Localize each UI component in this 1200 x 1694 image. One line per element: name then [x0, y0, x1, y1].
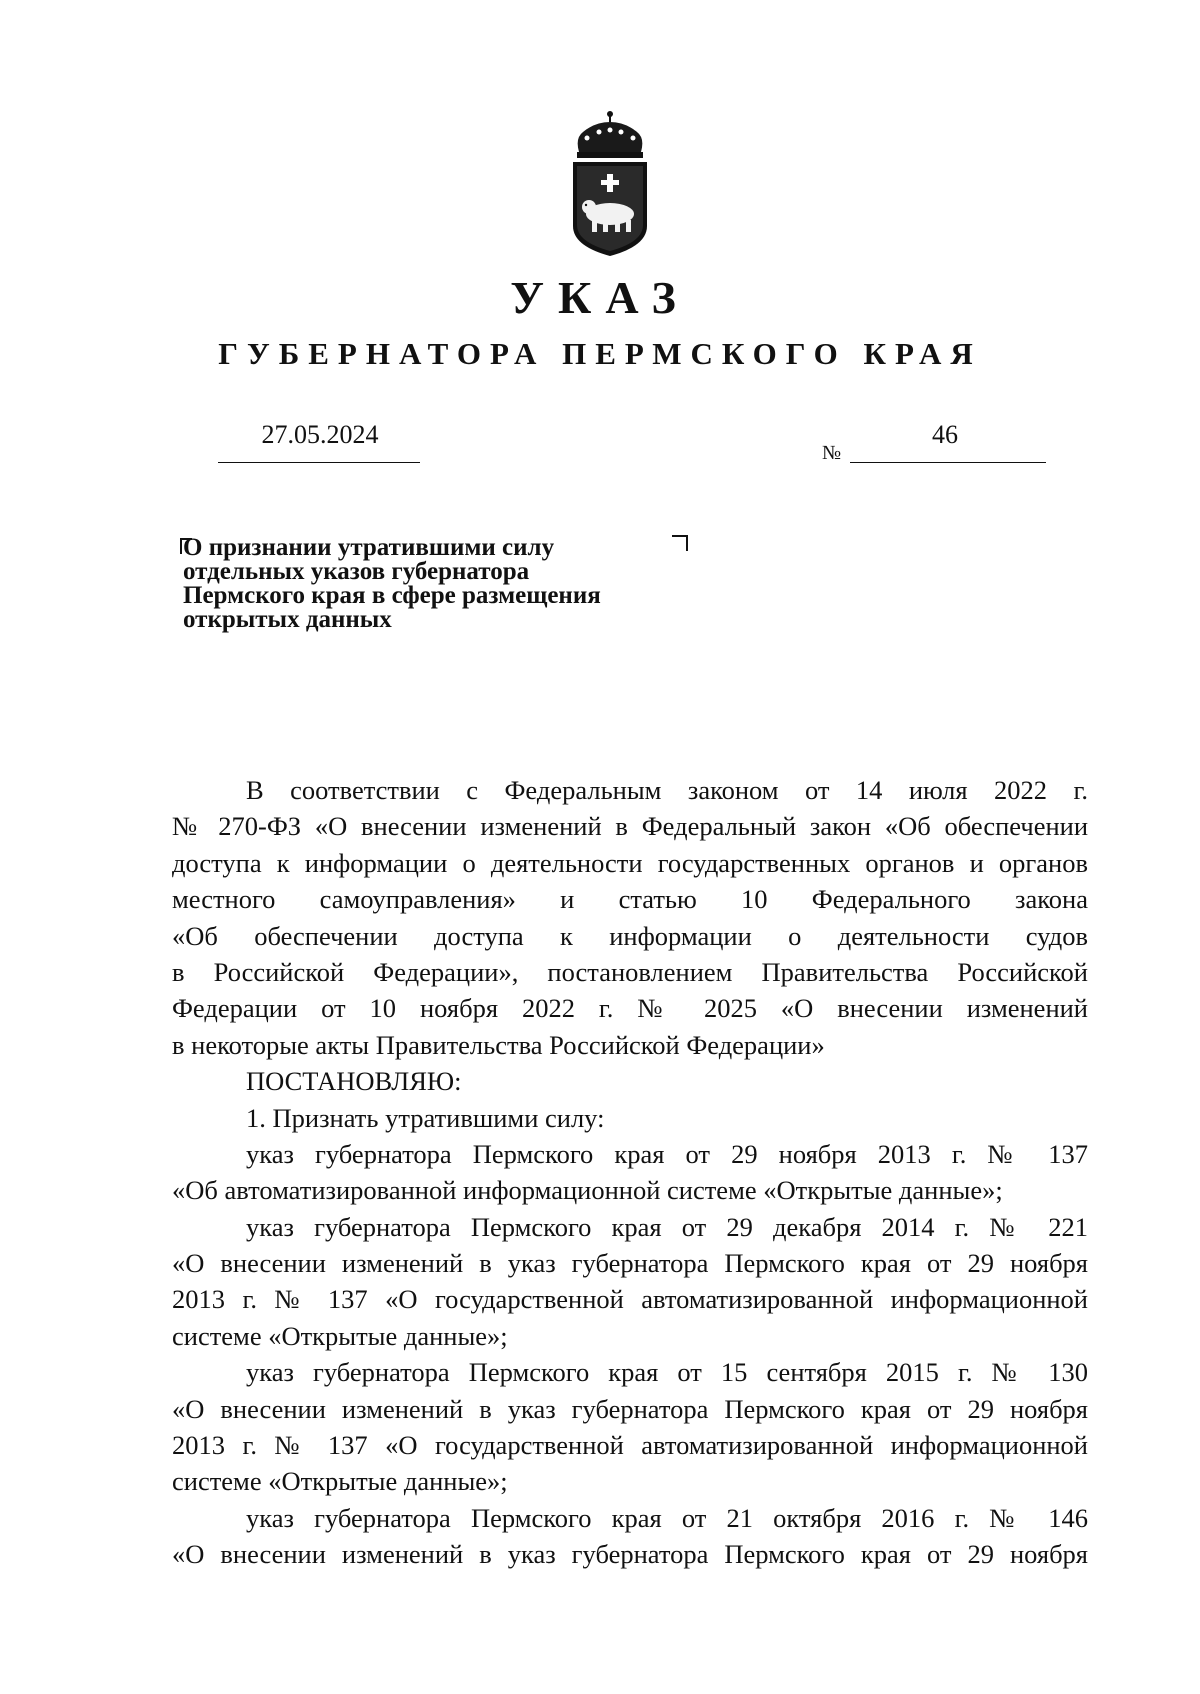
number-sign: № [822, 442, 842, 464]
body-line: указ губернатора Пермского края от 29 декабря 2014 г. № 221 [246, 1211, 1088, 1242]
body-line: В соответствии с Федеральным законом от 14 июля 2022 г. [246, 775, 1088, 805]
body-line: в Российской Федерации», постановлением Правительства Российской [172, 956, 1088, 987]
document-issuer: ГУБЕРНАТОРА ПЕРМСКОГО КРАЯ [218, 336, 982, 371]
decree-heading [183, 536, 703, 632]
decree-date: 27.05.2024 [261, 420, 379, 449]
body-line: 2013 г. № 137 «О государственной автоматизированной информационной [172, 1284, 1088, 1315]
body-line: «Об автоматизированной информационной системе «Открытые данные»; [172, 1175, 1003, 1206]
body-line: 2013 г. № 137 «О государственной автоматизированной информационной [172, 1430, 1088, 1461]
body-line: местного самоуправления» и статью 10 Федерального закона [172, 884, 1088, 915]
resolution-keyword: ПОСТАНОВЛЯЮ: [246, 1066, 462, 1097]
date-underline [218, 462, 420, 463]
body-line: системе «Открытые данные»; [172, 1466, 508, 1497]
heading-line: О признании утратившими силу [183, 534, 555, 561]
document-title: УКАЗ [510, 272, 690, 323]
body-line: указ губернатора Пермского края от 21 октября 2016 г. № 146 [246, 1502, 1088, 1533]
body-line: доступа к информации о деятельности государственных органов и органов [172, 847, 1088, 878]
heading-line: Пермского края в сфере размещения [183, 582, 601, 609]
body-line: указ губернатора Пермского края от 15 сентября 2015 г. № 130 [246, 1357, 1088, 1388]
heading-line: отдельных указов губернатора [183, 558, 530, 585]
body-line: указ губернатора Пермского края от 29 ноября 2013 г. № 137 [246, 1138, 1088, 1169]
heading-line: открытых данных [183, 606, 392, 633]
body-line: «Об обеспечении доступа к информации о деятельности судов [172, 920, 1088, 951]
body-line: в некоторые акты Правительства Российской Федерации» [172, 1029, 825, 1060]
coat-of-arms-icon [565, 108, 655, 258]
emblem-drawing [565, 108, 655, 258]
body-line: № 270-ФЗ «О внесении изменений в Федеральный закон «Об обеспечении [172, 811, 1088, 842]
number-underline [850, 462, 1046, 463]
body-line: системе «Открытые данные»; [172, 1320, 508, 1351]
body-line: «О внесении изменений в указ губернатора Пермского края от 29 ноября [172, 1393, 1088, 1424]
body-line: Федерации от 10 ноября 2022 г. № 2025 «О внесении изменений [172, 993, 1088, 1024]
body-line: «О внесении изменений в указ губернатора Пермского края от 29 ноября [172, 1539, 1088, 1570]
decree-number: 46 [932, 420, 958, 449]
item-heading: 1. Признать утратившими силу: [246, 1102, 605, 1133]
decree-body [172, 772, 1088, 1573]
body-line: «О внесении изменений в указ губернатора Пермского края от 29 ноября [172, 1248, 1088, 1279]
